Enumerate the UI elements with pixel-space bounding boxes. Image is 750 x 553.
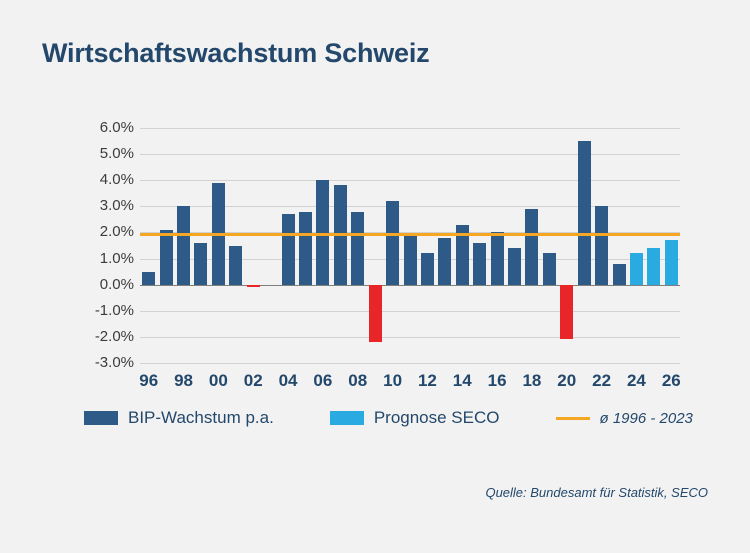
bar [647,248,660,285]
x-axis-tick-label: 20 [557,371,577,390]
bar [160,230,173,285]
legend-label: BIP-Wachstum p.a. [128,408,274,427]
page-title: Wirtschaftswachstum Schweiz [42,38,430,68]
x-axis-tick-label: 96 [139,371,159,390]
x-axis-tick-label: 16 [487,371,507,390]
x-axis-tick-label: 10 [383,371,403,390]
x-axis-tick-label: 06 [313,371,333,390]
bar [508,248,521,285]
bar [404,235,417,285]
y-axis-tick-label: 1.0% [99,249,134,267]
x-axis-tick-label: 14 [452,371,472,390]
legend-swatch-icon [556,417,590,420]
chart-legend [84,405,704,431]
bar [299,212,312,285]
x-axis-tick-label: 00 [208,371,228,390]
x-axis-tick-label: 24 [626,371,646,390]
average-line [140,233,680,236]
bar [560,285,573,340]
y-axis-tick-label: 5.0% [99,145,134,163]
x-axis-tick-label: 02 [243,371,263,390]
bar [438,238,451,285]
y-axis-tick-label: -3.0% [94,354,134,371]
bar [421,253,434,284]
bar [491,232,504,284]
x-axis-labels [140,371,680,397]
legend-item[interactable] [330,408,500,428]
bar-series [140,128,680,363]
bar [177,206,190,284]
y-axis-tick-label: -2.0% [94,327,134,345]
bar [630,253,643,284]
legend-item[interactable] [84,408,274,428]
x-axis-tick-label: 12 [417,371,437,390]
legend-label: Prognose SECO [373,408,500,427]
x-axis-tick-label: 26 [661,371,681,390]
x-axis-tick-label: 22 [592,371,612,390]
y-axis-tick-label: 3.0% [99,197,134,215]
y-axis-tick-label: 0.0% [99,275,134,293]
y-axis-tick-label: 2.0% [99,223,134,241]
y-axis-tick-label: -1.0% [94,301,134,319]
x-axis-tick-label: 98 [174,371,194,390]
y-axis-tick-label: 4.0% [99,171,134,189]
bar [247,285,260,288]
x-axis-tick-label: 08 [348,371,368,390]
y-axis-tick-label: 6.0% [99,119,134,136]
legend-label: ø 1996 - 2023 [599,409,693,427]
x-axis-tick-label: 04 [278,371,298,390]
bar [282,214,295,285]
source-note: Quelle: Bundesamt für Statistik, SECO [485,485,708,500]
legend-item[interactable] [556,410,693,427]
bar [665,240,678,284]
bar [578,141,591,285]
bar [194,243,207,285]
plot-area [94,119,680,371]
bar [595,206,608,284]
bar [142,272,155,285]
bar [386,201,399,285]
bar [543,253,556,284]
bar [351,212,364,285]
legend-swatch-icon [330,411,364,425]
bar [613,264,626,285]
bar [229,246,242,285]
bar [369,285,382,342]
x-axis-tick-label: 18 [522,371,542,390]
bar [525,209,538,285]
gridline [140,363,680,364]
bar [473,243,486,285]
chart-container [42,118,708,388]
legend-swatch-icon [84,411,118,425]
